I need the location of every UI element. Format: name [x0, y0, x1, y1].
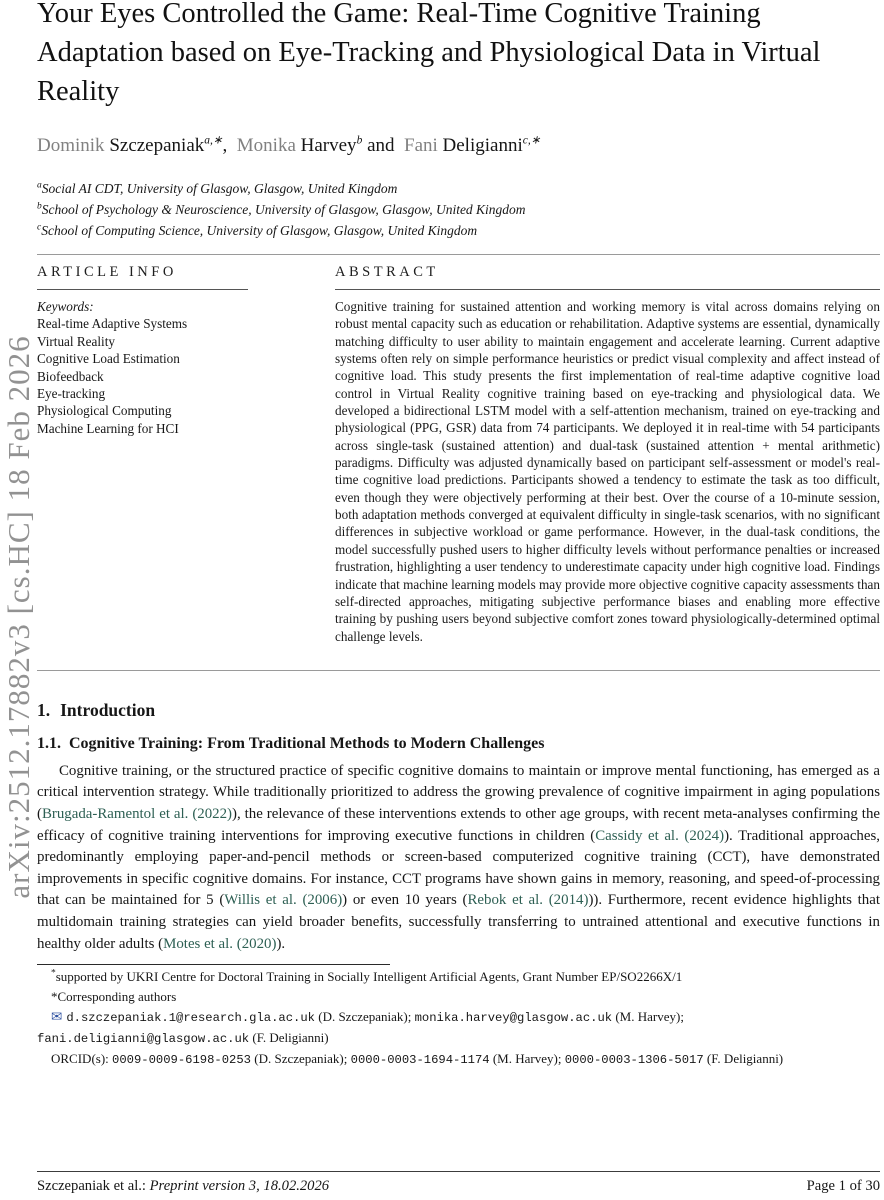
- divider-mid: [37, 670, 880, 671]
- abstract-rule: [335, 289, 880, 290]
- affiliation-marker: b: [37, 201, 42, 212]
- email-owner: (M. Harvey);: [612, 1009, 684, 1025]
- citation-link[interactable]: Motes et al. (2020): [163, 935, 277, 952]
- author-first-name: Fani: [404, 135, 443, 156]
- subsection-number: 1.1.: [37, 734, 61, 752]
- orcid-owner: (D. Szczepaniak);: [251, 1051, 351, 1067]
- affiliation-line: [37, 220, 880, 241]
- author: [37, 135, 223, 156]
- citation-link[interactable]: Brugada-Ramentol et al. (2022): [41, 806, 233, 823]
- section-title: Introduction: [60, 699, 156, 720]
- author-line: [37, 135, 880, 157]
- orcid-id: 0000-0003-1694-1174: [350, 1053, 490, 1068]
- section-heading-introduction: [37, 700, 880, 721]
- footnote-support: [37, 967, 880, 987]
- citation-link[interactable]: Cassidy et al. (2024): [595, 827, 725, 844]
- footer-rule: [37, 1171, 880, 1172]
- paper-title: Your Eyes Controlled the Game: Real-Time Cognitive Training Adaptation based on Eye-Tracking and Physiological Data in Virtual Reality: [37, 0, 821, 107]
- footnotes: [37, 964, 880, 1070]
- divider-top: [37, 254, 880, 255]
- page-number: Page 1 of 30: [806, 1178, 880, 1194]
- affiliation-line: [37, 199, 880, 220]
- affiliation-text: School of Computing Science, University of Glasgow, Glasgow, United Kingdom: [41, 223, 478, 238]
- orcid-owner: (F. Deligianni): [703, 1051, 784, 1067]
- author-first-name: Dominik: [37, 135, 110, 156]
- keyword-item: Biofeedback: [37, 368, 104, 384]
- footnote-support-text: supported by UKRI Centre for Doctoral Training in Socially Intelligent Artificial Agents, Grant Number EP/SO2266X/1: [55, 969, 683, 985]
- email-link[interactable]: d.szczepaniak.1@research.gla.ac.uk: [66, 1011, 315, 1026]
- author-affil-marker: a,∗: [204, 134, 223, 147]
- author-first-name: Monika: [236, 135, 301, 156]
- email-owner: (D. Szczepaniak);: [314, 1009, 415, 1025]
- author-last-name: Harvey: [300, 135, 357, 156]
- citation-link[interactable]: Willis et al. (2006): [224, 892, 343, 909]
- email-owner: (F. Deligianni): [249, 1030, 329, 1046]
- affiliation-text: Social AI CDT, University of Glasgow, Glasgow, United Kingdom: [41, 181, 398, 196]
- author-affil-marker: c,∗: [522, 134, 541, 147]
- author: [237, 135, 363, 156]
- article-info-column: [37, 264, 295, 645]
- article-info-rule: [37, 289, 248, 290]
- affiliation-line: [37, 178, 880, 199]
- page-footer: [37, 1171, 880, 1195]
- envelope-icon: ✉: [51, 1009, 63, 1025]
- author-last-name: Szczepaniak: [109, 135, 205, 156]
- footnote-marker: *: [51, 968, 56, 979]
- footnote-corresponding: *Corresponding authors: [51, 989, 177, 1005]
- paper-content: [37, 0, 880, 1070]
- introduction-paragraph: Cognitive training, or the structured practice of specific cognitive domains to maintain or improve mental functioning, has emerged as a critical intervention strategy. While traditionally prioritized to address the growing prevalence of cognitive impairment in aging populations (Brugada-Ramentol et al. (2022)), the relevance of these interventions extends to other age groups, with recent meta-analyses confirming the efficacy of cognitive training interventions for improving executive functions in children (Cassidy et al. (2024)). Traditional approaches, predominantly employing paper-and-pencil methods or screen-based computerized cognitive training (CCT), have demonstrated improvements in specific cognitive domains. For instance, CCT programs have shown gains in memory, reasoning, and speed-of-processing that can be maintained for 5 (Willis et al. (2006)) or even 10 years (Rebok et al. (2014))). Furthermore, recent evidence highlights that multidomain training strategies can yield broader benefits, successfully transferring to untrained attentional and executive functions in healthy older adults (Motes et al. (2020)).: [37, 762, 880, 952]
- abstract-text: Cognitive training for sustained attention and working memory is vital across domains relying on robust mental capacity such as education or rehabilitation. Adaptive systems are essential, dynamically matching difficulty to user ability to maintain engagement and accelerate learning. Current adaptive systems often rely on simple performance heuristics or predict visual complexity and affect instead of cognitive load. This study presents the first implementation of real-time adaptive cognitive load control in Virtual Reality cognitive training based on eye-tracking and physiological data. We developed a bidirectional LSTM model with a self-attention mechanism, trained on eye-tracking and physiological (PPG, GSR) data from 74 participants. We deployed it in real-time with 54 participants across single-task (sustained attention) and dual-task (sustained attention + mental arithmetic) paradigms. Difficulty was adjusted dynamically based on participant self-assessment or model's real-time cognitive load predictions. Participants showed a tendency to estimate the task as too difficult, even though they were objectively performing at their best. Over the course of a 10-minute session, both adaptation methods converged at equivalent difficulty in single-task scenarios, with no significant differences in subjective workload or game performance. However, in the dual-task conditions, the model successfully pushed users to higher difficulty levels without performance penalties or increased frustration, highlighting a user tendency to underestimate capacity under high cognitive load. Findings indicate that machine learning models may provide more objective cognitive capacity assessments than self-directed approaches, mitigating subjective performance biases and enabling more effective training by pushing users beyond subjective comfort zones toward physiologically-determined optimal challenge levels.: [335, 299, 880, 644]
- keywords-list: [37, 315, 295, 437]
- affiliations: [37, 178, 880, 241]
- citation-link[interactable]: Rebok et al. (2014): [467, 892, 589, 909]
- keyword-item: Eye-tracking: [37, 386, 106, 402]
- keyword-item: Physiological Computing: [37, 403, 172, 419]
- article-info-heading: ARTICLE INFO: [37, 264, 177, 280]
- arxiv-id-label: arXiv:2512.17882v3 [cs.HC] 18 Feb 2026: [1, 335, 36, 899]
- subsection-heading: [37, 735, 880, 753]
- keyword-item: Cognitive Load Estimation: [37, 351, 180, 367]
- email-link[interactable]: monika.harvey@glasgow.ac.uk: [414, 1011, 613, 1026]
- keyword-item: Virtual Reality: [37, 333, 115, 349]
- author-separator: ,: [222, 135, 237, 156]
- section-number: 1.: [37, 699, 51, 720]
- author: [404, 135, 540, 156]
- keywords-label: Keywords:: [37, 299, 94, 314]
- running-head-version: Preprint version 3, 18.02.2026: [149, 1178, 330, 1194]
- abstract-column: [335, 264, 880, 645]
- orcid-id: 0000-0003-1306-5017: [564, 1053, 704, 1068]
- orcid-owner: (M. Harvey);: [489, 1051, 565, 1067]
- footnote-orcids: [37, 1049, 880, 1070]
- author-separator: and: [362, 135, 404, 156]
- footnote-emails: [37, 1007, 880, 1049]
- author-last-name: Deligianni: [442, 135, 523, 156]
- keyword-item: Real-time Adaptive Systems: [37, 316, 188, 332]
- keyword-item: Machine Learning for HCI: [37, 420, 179, 436]
- affiliation-text: School of Psychology & Neuroscience, University of Glasgow, Glasgow, United Kingdom: [41, 202, 526, 217]
- email-link[interactable]: fani.deligianni@glasgow.ac.uk: [37, 1032, 250, 1047]
- affiliation-marker: c: [37, 222, 42, 233]
- running-head-authors: Szczepaniak et al.:: [37, 1178, 150, 1194]
- affiliation-marker: a: [37, 180, 42, 191]
- abstract-heading: ABSTRACT: [335, 264, 439, 280]
- orcid-label: ORCID(s):: [51, 1051, 113, 1067]
- author-affil-marker: b: [356, 134, 363, 147]
- orcid-id: 0009-0009-6198-0253: [112, 1053, 251, 1068]
- subsection-title: Cognitive Training: From Traditional Methods to Modern Challenges: [69, 734, 545, 752]
- info-abstract-columns: [37, 264, 880, 645]
- footnote-rule: [37, 964, 390, 965]
- running-head: [37, 1178, 329, 1195]
